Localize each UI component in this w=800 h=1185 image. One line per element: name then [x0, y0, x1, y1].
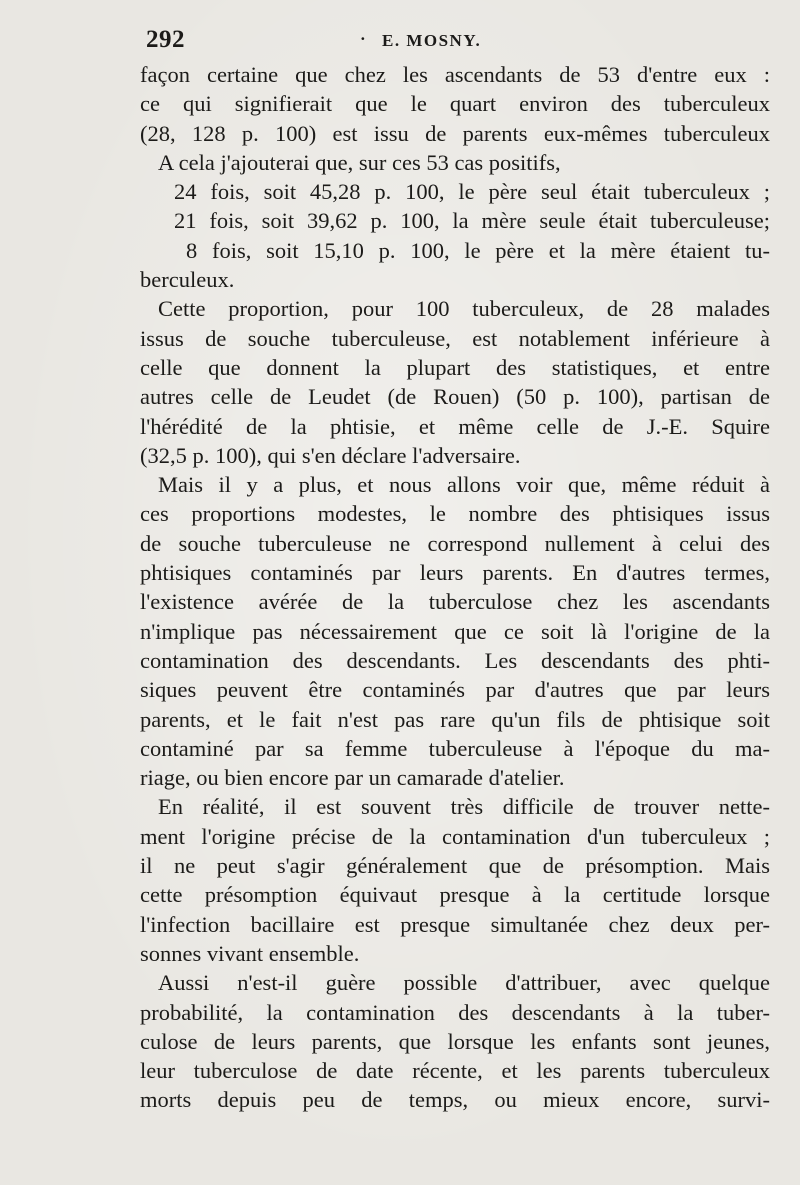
paragraph: [140, 60, 770, 148]
text-line: culose de leurs parents, que lorsque les enfants sont jeunes,: [140, 1028, 770, 1054]
text-line: de souche tuberculeuse ne correspond nullement à celui des: [140, 530, 770, 556]
page-number: 292: [146, 26, 185, 53]
text-line: (28, 128 p. 100) est issu de parents eux-mêmes tuberculeux: [140, 120, 770, 146]
text-line: l'infection bacillaire est presque simultanée chez deux per-: [140, 911, 770, 937]
text-line: morts depuis peu de temps, ou mieux encore, survi-: [140, 1087, 770, 1113]
text-line: Aussi n'est-il guère possible d'attribuer, avec quelque: [158, 970, 770, 996]
text-line: il ne peut s'agir généralement que de présomption. Mais: [140, 853, 770, 879]
text-line: l'hérédité de la phtisie, et même celle de J.-E. Squire: [140, 413, 770, 439]
text-line: cette présomption équivaut presque à la certitude lorsque: [140, 882, 770, 908]
text-line: façon certaine que chez les ascendants de 53 d'entre eux :: [140, 62, 770, 87]
text-line: issus de souche tuberculeuse, est notablement inférieure à: [140, 325, 770, 351]
running-head-author: · E. MOSNY.: [382, 31, 481, 51]
text-line: berculeux.: [140, 267, 235, 293]
text-line: sonnes vivant ensemble.: [140, 940, 360, 966]
text-line: probabilité, la contamination des descendants à la tuber-: [140, 999, 770, 1025]
body-text: [140, 60, 770, 1115]
text-line: ment l'origine précise de la contamination d'un tuberculeux ;: [140, 823, 770, 849]
paragraph: [140, 236, 770, 295]
text-line: riage, ou bien encore par un camarade d'atelier.: [140, 765, 565, 791]
paragraph: [140, 206, 770, 235]
text-line: leur tuberculose de date récente, et les parents tuberculeux: [140, 1058, 770, 1084]
paragraph: [140, 148, 770, 177]
text-line: A cela j'ajouterai que, sur ces 53 cas positifs,: [158, 149, 561, 175]
text-line: contamination des descendants. Les descendants des phti-: [140, 647, 770, 673]
text-line: ces proportions modestes, le nombre des phtisiques issus: [140, 501, 770, 527]
running-head: [146, 26, 766, 56]
text-line: (32,5 p. 100), qui s'en déclare l'adversaire.: [140, 442, 521, 468]
text-line: 21 fois, soit 39,62 p. 100, la mère seule était tuberculeuse;: [174, 208, 770, 234]
text-line: 24 fois, soit 45,28 p. 100, le père seul était tuberculeux ;: [174, 179, 770, 205]
text-line: 8 fois, soit 15,10 p. 100, le père et la mère étaient tu-: [186, 237, 770, 263]
text-line: parents, et le fait n'est pas rare qu'un fils de phtisique soit: [140, 706, 770, 732]
text-line: ce qui signifierait que le quart environ des tuberculeux: [140, 91, 770, 117]
paragraph: [140, 470, 770, 792]
text-line: n'implique pas nécessairement que ce soit là l'origine de la: [140, 618, 770, 644]
paragraph: [140, 294, 770, 470]
paragraph: [140, 177, 770, 206]
text-line: Mais il y a plus, et nous allons voir que, même réduit à: [158, 472, 770, 498]
text-line: siques peuvent être contaminés par d'autres que par leurs: [140, 677, 770, 703]
text-line: celle que donnent la plupart des statistiques, et entre: [140, 354, 770, 380]
text-line: En réalité, il est souvent très difficile de trouver nette-: [158, 794, 770, 820]
paragraph: [140, 968, 770, 1114]
paragraph: [140, 792, 770, 968]
text-line: l'existence avérée de la tuberculose chez les ascendants: [140, 589, 770, 615]
text-line: contaminé par sa femme tuberculeuse à l'époque du ma-: [140, 735, 770, 761]
text-line: phtisiques contaminés par leurs parents. En d'autres termes,: [140, 560, 770, 586]
text-line: autres celle de Leudet (de Rouen) (50 p. 100), partisan de: [140, 384, 770, 410]
text-line: Cette proportion, pour 100 tuberculeux, de 28 malades: [158, 296, 770, 322]
